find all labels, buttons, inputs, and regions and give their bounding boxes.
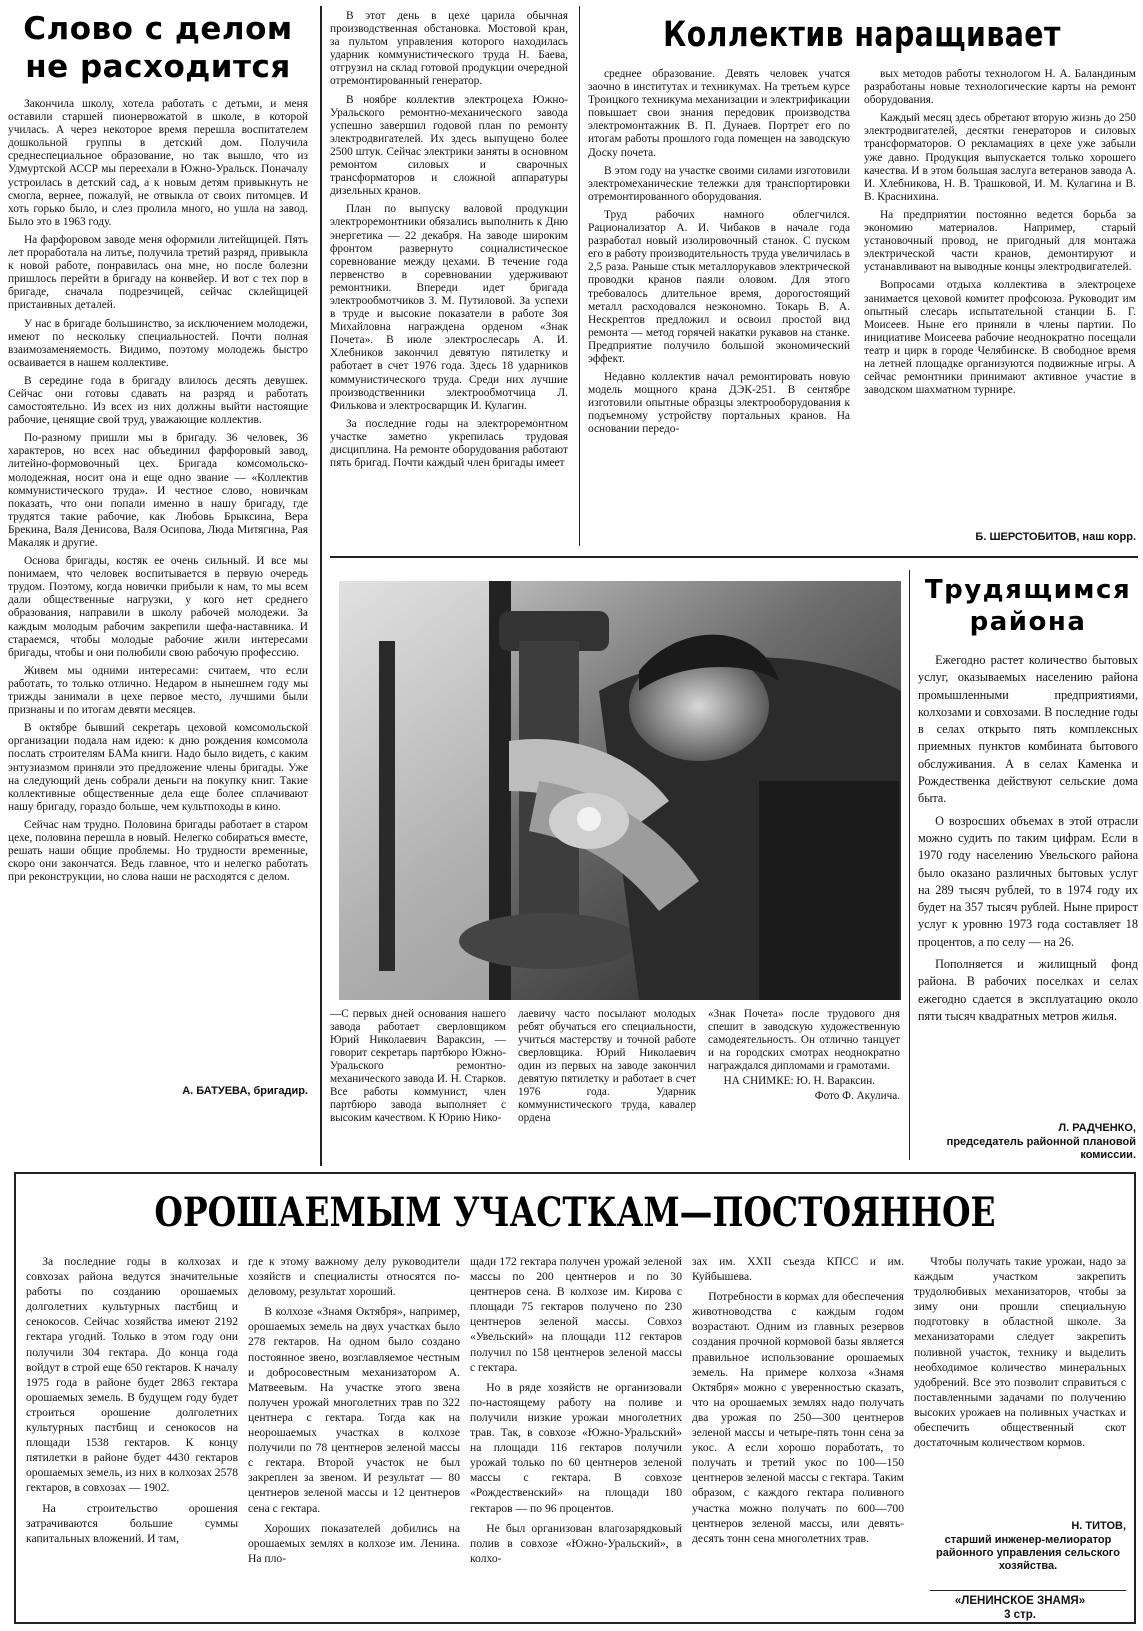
article-5-col2: где к этому важному делу руководители хозяйств и специалисты относятся по-деловому, результат хороший. В колхозе «Знамя Октября», например, орошаемых земель на двух участках было 278 гектаров. На одном было создано постоянное звено, возглавляемое честным и добросовестным механизатором А. Матвеевым. На участке этого звена получен урожай многолетних трав по 322 центнера с гектара. Тогда как на неорошаемых участках в колхозе получили по 78 центнеров зеленой массы с гектара. Второй участок не был закреплен за звеном. И результат — 80 центнеров зеленой массы и 12 центнеров сена с гектара. Хороших показателей добились на орошаемых землях в колхозе им. Ленина. На пло- xyxy=(248,1255,460,1565)
footer xyxy=(914,1594,1126,1628)
article-1-body: Закончила школу, хотела работать с детьми, и меня оставили старшей пионервожатой в школе, в которой училась. А через некоторое время перешла воспитателем дошкольной группы в детский дом. Получила среднеспециальное образование, но так вышло, что из Удмуртской АССР мы переехали в Южно-Уральск. Поначалу устроилась в детский сад, а к новым детям привыкнуть не смогла, вернее, пожалуй, не отвыкла от своих питомцев. И хоть горько было, и слез пролила много, но ушла на завод. Было это в 1963 году. На фарфоровом заводе меня оформили литейщицей. Пять лет проработала на литье, получила третий разряд, привыкла к новой работе, понравилась она мне, но после болезни пришлось перейти в бригаду на конвейер. И вот с тех пор в бригаде, сначала подрезчицей, сейчас склейщицей пристаивных деталей. У нас в бригаде большинство, за исключением молодежи, имеют по нескольку специальностей. Почти полная взаимозаменяемость. Видимо, поэтому молодежь быстро осваивается в нашем коллективе. В середине года в бригаду влилось десять девушек. Сейчас они готовы сдавать на разряд и работать самостоятельно. Из всех из них должны выйти настоящие рабочие, ценящие свой труд, уважающие коллектив. По-разному пришли мы в бригаду. 36 человек, 36 характеров, но всех нас объединил фарфоровый завод, литейно-формовочный цех. Бригада комсомольско-молодежная, носит она и еще одно звание — «Коллектив коммунистического труда». И честное слово, новичкам показать, что они попали именно в нашу бригаду, где трудятся такие рабочие, как Любовь Брыксина, Вера Брекина, Валя Денисова, Валя Осипова, Люда Митягина, Рая Макаляк и другие. Основа бригады, костяк ее очень сильный. И все мы понимаем, что человек воспитывается в первую очередь трудом. Поэтому, когда новички прибыли к нам, то мы всем дали общественные нагрузки, у кого нет среднего образования, направили в школу рабочей молодежи. За каждым молодым рабочим закрепили шефа-наставника. И стараемся, чтобы молодые рабочие жили интересами бригады, чтобы и они полюбили свою рабочую профессию. Живем мы одними интересами: считаем, что если работать, то только отлично. Недаром в нынешнем году мы трижды занимали в цехе первое место, лучшими были признаны и по итогам девяти месяцев. В октябре бывший секретарь цеховой комсомольской организации подала нам идею: к дню рождения комсомола послать строителям БАМа книги. Надо было видеть, с каким энтузиазмом приняли это предложение члены бригады. Уже на следующий день собрали деньги на покупку книг. Такие коллективные общественные дела еще более сплачивают нашу бригаду, гораздо больше, чем культпоходы в кино. Сейчас нам трудно. Половина бригады работает в старом цехе, половина перешла в новый. Нелегко собираться вместе, решать наши общие проблемы. Но трудности временные, скоро они закончатся. Ведь главное, что и нелегко работать при реконструкции, но слова наши не расходятся с делом. xyxy=(8,98,308,884)
article-5-title: ОРОШАЕМЫМ УЧАСТКАМ—ПОСТОЯННОЕ xyxy=(154,1189,996,1236)
article-5-col3: щади 172 гектара получен урожай зеленой массы по 200 центнеров и по 30 центнеров сена. В колхозе им. Кирова с площади 75 гектаров получено по 230 центнеров зеленой массы. Совхоз «Увельский» на площади 112 гектаров получил по 158 центнеров зеленой массы с гектара. Но в ряде хозяйств не организовали по-настоящему работу на поливе и получили низкие урожаи многолетних трав. Так, в совхозе «Южно-Уральский» на площади 116 гектаров получили урожай только по 60 центнеров зеленой массы с гектара. В совхозе «Рождественский» на площади 180 гектаров — по 96 процентов. Не был организован влагозарядковый полив в совхозе «Южно-Уральский», в колхо- xyxy=(470,1255,682,1565)
article-4-signature-role: председатель районной плановой комиссии. xyxy=(946,1136,1136,1161)
photo-worker-drilling xyxy=(339,581,901,1000)
article-3-title: Коллектив наращивает xyxy=(663,15,1061,55)
article-4-body: Ежегодно растет количество бытовых услуг, оказываемых населению района промышленными предприятиями, колхозами и совхозами. В последние годы в селах открыто пять комплексных приемных пунктов комбината бытового обслуживания. А в селах Каменка и Рождественка действуют сельские дома быта. О возросших объемах в этой отрасли можно судить по таким цифрам. Если в 1970 году населению Увельского района было оказано различных бытовых услуг на 289 тысяч рублей, то в 1974 году их будет на 357 тысяч рублей. Ныне прирост услуг к уровню 1973 года составляет 18 процентов, а по селу — на 26. Пополняется и жилищный фонд района. В рабочих поселках и селах ежегодно сдается в эксплуатацию около пяти тысяч квадратных метров жилья. xyxy=(918,653,1138,1023)
newspaper-name: «ЛЕНИНСКОЕ ЗНАМЯ» xyxy=(954,1595,1086,1607)
article-1-signature: А. БАТУЕВА, бригадир. xyxy=(182,1085,308,1097)
photo-credit: Фото Ф. Акулича. xyxy=(814,1090,900,1102)
column-divider xyxy=(579,6,580,546)
footer-rule xyxy=(930,1590,1126,1591)
section-divider xyxy=(330,556,1138,558)
article-3-col1: среднее образование. Девять человек учатся заочно в институтах и техникумах. На третьем курсе Троицкого техникума механизации и электрификации повышает свои знания передовик производства электромонтажник В. П. Дунаев. Портрет его по итогам работы прошлого года помещен на заводскую Доску почета. В этом году на участке своими силами изготовили электромеханические тележки для транспортировки отремонтированного оборудования. Труд рабочих намного облегчился. Рационализатор А. И. Чибаков в начале года разработал новый изолировочный станок. С пуском его в работу производительность труда увеличилась в 2,5 раза. Раньше стык металлорукавов электрической проводки кранов паяли оловом. Для этого требовалось длительное время, дорогостоящий металл расходовался неэкономно. Токарь В. А. Нескрептов предложил и освоил простой вид ремонта — метод горячей накатки рукавов на станке. Предприятие получило большой экономический эффект. Недавно коллектив начал ремонтировать новую модель мощного крана ДЭК-251. В сентябре изготовили опытные образцы электрооборудования к подъемному устройству портальных кранов. На основании передо- xyxy=(588,68,850,436)
article-1-title: Слово с делом не расходится xyxy=(23,11,293,85)
column-divider xyxy=(909,570,910,1160)
article-5-col4: зах им. XXII съезда КПСС и им. Куйбышева. Потребности в кормах для обеспечения животноводства с каждым годом возрастают. Одним из главных резервов создания прочной кормовой базы является правильное использование орошаемых земель. На примере колхоза «Знамя Октября» можно с уверенностью сказать, что на орошаемых землях надо получать два урожая по 250—300 центнеров зеленой массы и четыре-пять тонн сена за укос. А если хорошо поработать, то получать и третий укос по 100—150 центнеров зеленой массы с гектара. Таким образом, с каждого гектара поливного участка можно получать по 600—700 центнеров зеленой массы, или девять-десять тонн сена многолетних трав. xyxy=(692,1255,904,1545)
photo-caption-col3: «Знак Почета» после трудового дня спешит в заводскую художественную самодеятельность. Он отлично танцует и на городских смотрах неоднократно награждался дипломами и грамотами. НА СНИМКЕ: Ю. Н. Вараксин. Фото Ф. Акулича. xyxy=(708,1008,900,1102)
article-2-body: В этот день в цехе царила обычная производственная обстановка. Мостовой кран, за пультом управления которого находилась ударник коммунистического труда Н. Баева, отгрузил на склад готовой продукции очередной отремонтированный генератор. В ноябре коллектив электроцеха Южно-Уральского ремонтно-механического завода успешно завершил годовой план по ремонту электродвигателей. Их здесь выпущено более 2500 штук. Сейчас электрики заняты в основном ремонтом силовых и сварочных трансформаторов и сложной аппаратуры дизельных кранов. План по выпуску валовой продукции электроремонтники обязались выполнить к Дню энергетика — 22 декабря. На заводе широким фронтом развернуто социалистическое соревнование между цехами. В течение года первенство в соревновании удерживают ремонтники. Впереди идет бригада электрообмотчиков З. М. Путиловой. За успехи в труде и высокие показатели в работе Зоя Михайловна награждена орденом «Знак Почета». В июле электрослесарь А. И. Хлебников закончил девятую пятилетку и работает в счет 1976 года. Здесь 18 ударников коммунистического труда. Среди них лучшие производственники электрообмотчица Л. Филькова и электросварщик И. Кулагин. За последние годы на электроремонтном участке заметно укрепилась трудовая дисциплина. На ремонте оборудования работают пять бригад. Почти каждый член бригады имеет xyxy=(330,10,568,470)
photo-caption-subject: НА СНИМКЕ: Ю. Н. Вараксин. xyxy=(723,1075,876,1087)
article-4-title: Трудящимся района xyxy=(924,575,1132,637)
column-divider xyxy=(320,6,322,1166)
photo-caption-col1: —С первых дней основания нашего завода работает сверловщиком Юрий Николаевич Вараксин, — говорит секретарь партбюро Южно-Уральского ремонтно-механического завода И. Н. Старков. Все работы коммунист, член партбюро завода выполняет с высоким качеством. К Юрию Нико- xyxy=(330,1008,506,1124)
article-3-col2: вых методов работы технологом Н. А. Баландиным разработаны новые технологические карты на ремонт оборудования. Каждый месяц здесь обретают вторую жизнь до 250 электродвигателей, десятки генераторов и силовых трансформаторов. О рекламациях в цехе уже забыли уже давно. Продукция выпускается только хорошего качества. И в этом большая заслуга ветеранов завода А. И. Хлебникова, Н. В. Трашковой, И. М. Кулагина и В. В. Краснихина. На предприятии постоянно ведется борьба за экономию материалов. Например, старый установочный провод, не пригодный для монтажа электрической части кранов, демонтируют и устанавливают на выводные концы электродвигателей. Вопросами отдыха коллектива в электроцехе занимается цеховой комитет профсоюза. Руководит им опытный слесарь испытательной станции Б. Г. Моисеев. Ныне его приняли в члены партии. По инициативе Моисеева рабочие неоднократно посещали театр и цирк в городе Челябинске. В свободное время на летней площадке организуются подвижные игры. А сейчас ремонтники принимают активное участие в заводском шахматном турнире. xyxy=(864,68,1136,397)
article-1 xyxy=(8,6,308,1106)
article-5-signature-name: Н. ТИТОВ, xyxy=(1071,1520,1126,1532)
article-5-signature-role: старший инженер-мелиоратор районного управления сельского хозяйства. xyxy=(936,1534,1120,1572)
article-4-signature-name: Л. РАДЧЕНКО, xyxy=(1058,1122,1136,1134)
photo-caption-col2: лаевичу часто посылают молодых ребят обучаться его специальности, учиться мастерству и точной работе сверловщика. Юрий Николаевич один из первых на заводе закончил девятую пятилетку и работает в счет 1976 года. Ударник коммунистического труда, кавалер ордена xyxy=(518,1008,696,1124)
article-3-signature: Б. ШЕРСТОБИТОВ, наш корр. xyxy=(975,531,1136,543)
page-number: 3 стр. xyxy=(1004,1609,1036,1621)
article-5-col5: Чтобы получать такие урожаи, надо за каждым участком закрепить трудолюбивых механизаторов, чтобы за зиму они прошли специальную подготовку в областной школе. За механизаторами следует закрепить поливной участок, технику и выделить необходимое количество минеральных удобрений. Все это позволит справиться с поставленными задачами по получению высоких урожаев на поливных участках и обеспечить общественный скот достаточным количеством кормов. xyxy=(914,1255,1126,1450)
photo-image xyxy=(339,581,901,1000)
article-5-col1: За последние годы в колхозах и совхозах района ведутся значительные работы по созданию орошаемых долголетних культурных пастбищ и сенокосов. Сейчас хозяйства имеют 2192 гектара угодий. Только в этом году они получили 304 гектара. До конца года войдут в строй еще 650 гектаров. К началу 1975 года в районе будет 2863 гектара орошаемых земель. В будущем году будет строиться орошение долголетних культурных пастбищ и сенокосов на площади 1538 гектаров. К концу пятилетки в районе будет 4430 гектаров орошаемых земель, из них в колхозах 2578 гектаров, в совхозах — 1902. На строительство орошения затрачиваются большие суммы капитальных вложений. И там, xyxy=(26,1255,238,1545)
